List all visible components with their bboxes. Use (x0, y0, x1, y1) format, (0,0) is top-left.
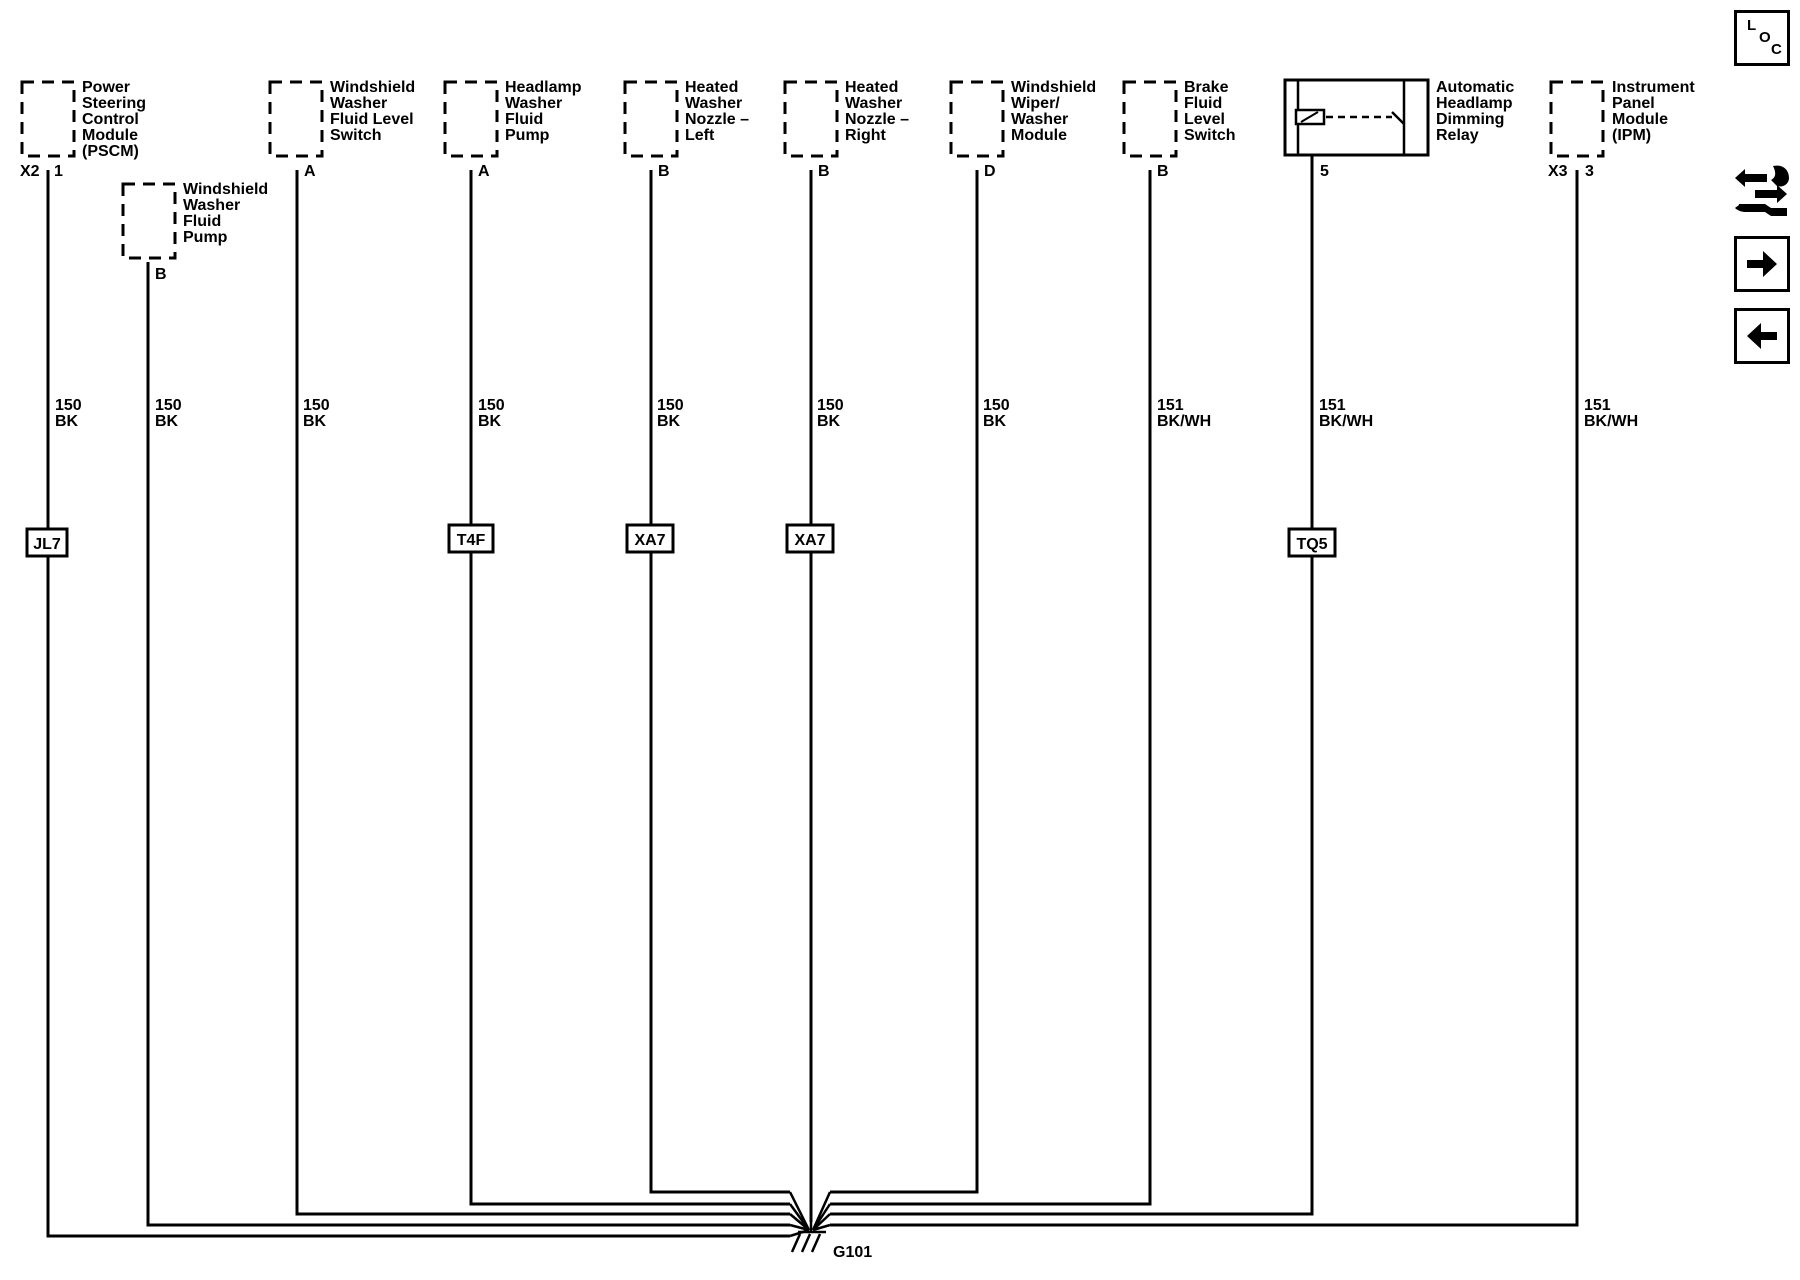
component-nozzle-right (785, 79, 913, 180)
ground-bus (48, 154, 1577, 1236)
svg-text:150: 150 (155, 397, 182, 414)
arrow-right-icon (1737, 239, 1787, 289)
wire-label-2 (155, 397, 182, 430)
component-ww-level (270, 79, 420, 180)
splice-tq5 (1289, 529, 1335, 556)
wire-label-10 (1584, 397, 1638, 430)
connector-label: X2 (20, 163, 40, 180)
wire-label-5 (657, 397, 684, 430)
component-label: Windshield Washer Fluid Pump (183, 181, 269, 246)
ground-label: G101 (833, 1244, 873, 1261)
wire-label-3 (303, 397, 330, 430)
loc-letter-o: O (1759, 29, 1771, 46)
svg-text:BK: BK (657, 413, 681, 430)
component-ww-pump (123, 181, 273, 283)
svg-text:BK/WH: BK/WH (1584, 413, 1639, 430)
pin-label: B (818, 163, 830, 180)
svg-text:BK: BK (983, 413, 1007, 430)
svg-text:150: 150 (817, 397, 844, 414)
svg-text:151: 151 (1319, 397, 1346, 414)
svg-text:BK/WH: BK/WH (1319, 413, 1374, 430)
svg-text:151: 151 (1157, 397, 1184, 414)
component-ipm (1548, 79, 1699, 180)
splice-xa7-right (787, 525, 833, 552)
component-label: Power Steering Control Module (PSCM) (82, 79, 147, 160)
wire-label-6 (817, 397, 844, 430)
svg-text:XA7: XA7 (794, 532, 826, 549)
wire-label-7 (983, 397, 1010, 430)
component-wiper-module (951, 79, 1101, 180)
component-label: Instrument Panel Module (IPM) (1612, 79, 1695, 144)
component-label: Headlamp Washer Fluid Pump (505, 79, 582, 144)
component-pscm (20, 79, 150, 180)
component-nozzle-left (625, 79, 753, 180)
svg-text:BK: BK (817, 413, 841, 430)
pin-label: A (478, 163, 490, 180)
svg-text:BK: BK (55, 413, 79, 430)
pin-label: 1 (54, 163, 63, 180)
wire-label-4 (478, 397, 505, 430)
next-button[interactable] (1734, 236, 1790, 292)
component-label: Heated Washer Nozzle – Right (845, 79, 910, 144)
splice-t4f (449, 525, 493, 552)
arrow-wrench-icon[interactable] (1731, 164, 1791, 220)
svg-text:BK: BK (155, 413, 179, 430)
component-brake-switch (1124, 79, 1236, 180)
svg-text:150: 150 (478, 397, 505, 414)
component-label: Windshield Washer Fluid Level Switch (330, 79, 416, 144)
pin-label: B (1157, 163, 1169, 180)
component-hl-relay (1285, 79, 1519, 180)
pin-label: B (658, 163, 670, 180)
wire-label-8 (1157, 397, 1211, 430)
pin-label: 5 (1320, 163, 1329, 180)
connector-label: X3 (1548, 163, 1568, 180)
svg-text:BK: BK (303, 413, 327, 430)
component-label: Brake Fluid Level Switch (1184, 79, 1236, 144)
component-label: Automatic Headlamp Dimming Relay (1436, 79, 1515, 144)
pin-label: B (155, 266, 167, 283)
pin-label: 3 (1585, 163, 1594, 180)
svg-text:151: 151 (1584, 397, 1611, 414)
location-button[interactable] (1734, 10, 1790, 66)
component-label: Windshield Wiper/ Washer Module (1011, 79, 1097, 144)
component-hl-pump (445, 79, 586, 180)
pin-label: D (984, 163, 996, 180)
svg-text:150: 150 (303, 397, 330, 414)
component-label: Heated Washer Nozzle – Left (685, 79, 750, 144)
svg-text:150: 150 (657, 397, 684, 414)
svg-text:150: 150 (983, 397, 1010, 414)
splice-xa7-left (627, 525, 673, 552)
svg-text:BK/WH: BK/WH (1157, 413, 1212, 430)
svg-text:150: 150 (55, 397, 82, 414)
svg-text:JL7: JL7 (33, 536, 61, 553)
loc-letter-l: L (1747, 17, 1757, 34)
relay-coil-icon (1296, 110, 1324, 124)
arrow-left-icon (1737, 311, 1787, 361)
wire-label-1 (55, 397, 82, 430)
pin-label: A (304, 163, 316, 180)
splice-jl7 (27, 529, 67, 556)
previous-button[interactable] (1734, 308, 1790, 364)
loc-letter-c: C (1771, 41, 1782, 58)
wire-label-9 (1319, 397, 1373, 430)
svg-text:XA7: XA7 (634, 532, 666, 549)
svg-text:T4F: T4F (456, 532, 486, 549)
svg-text:BK: BK (478, 413, 502, 430)
svg-text:TQ5: TQ5 (1296, 536, 1328, 553)
